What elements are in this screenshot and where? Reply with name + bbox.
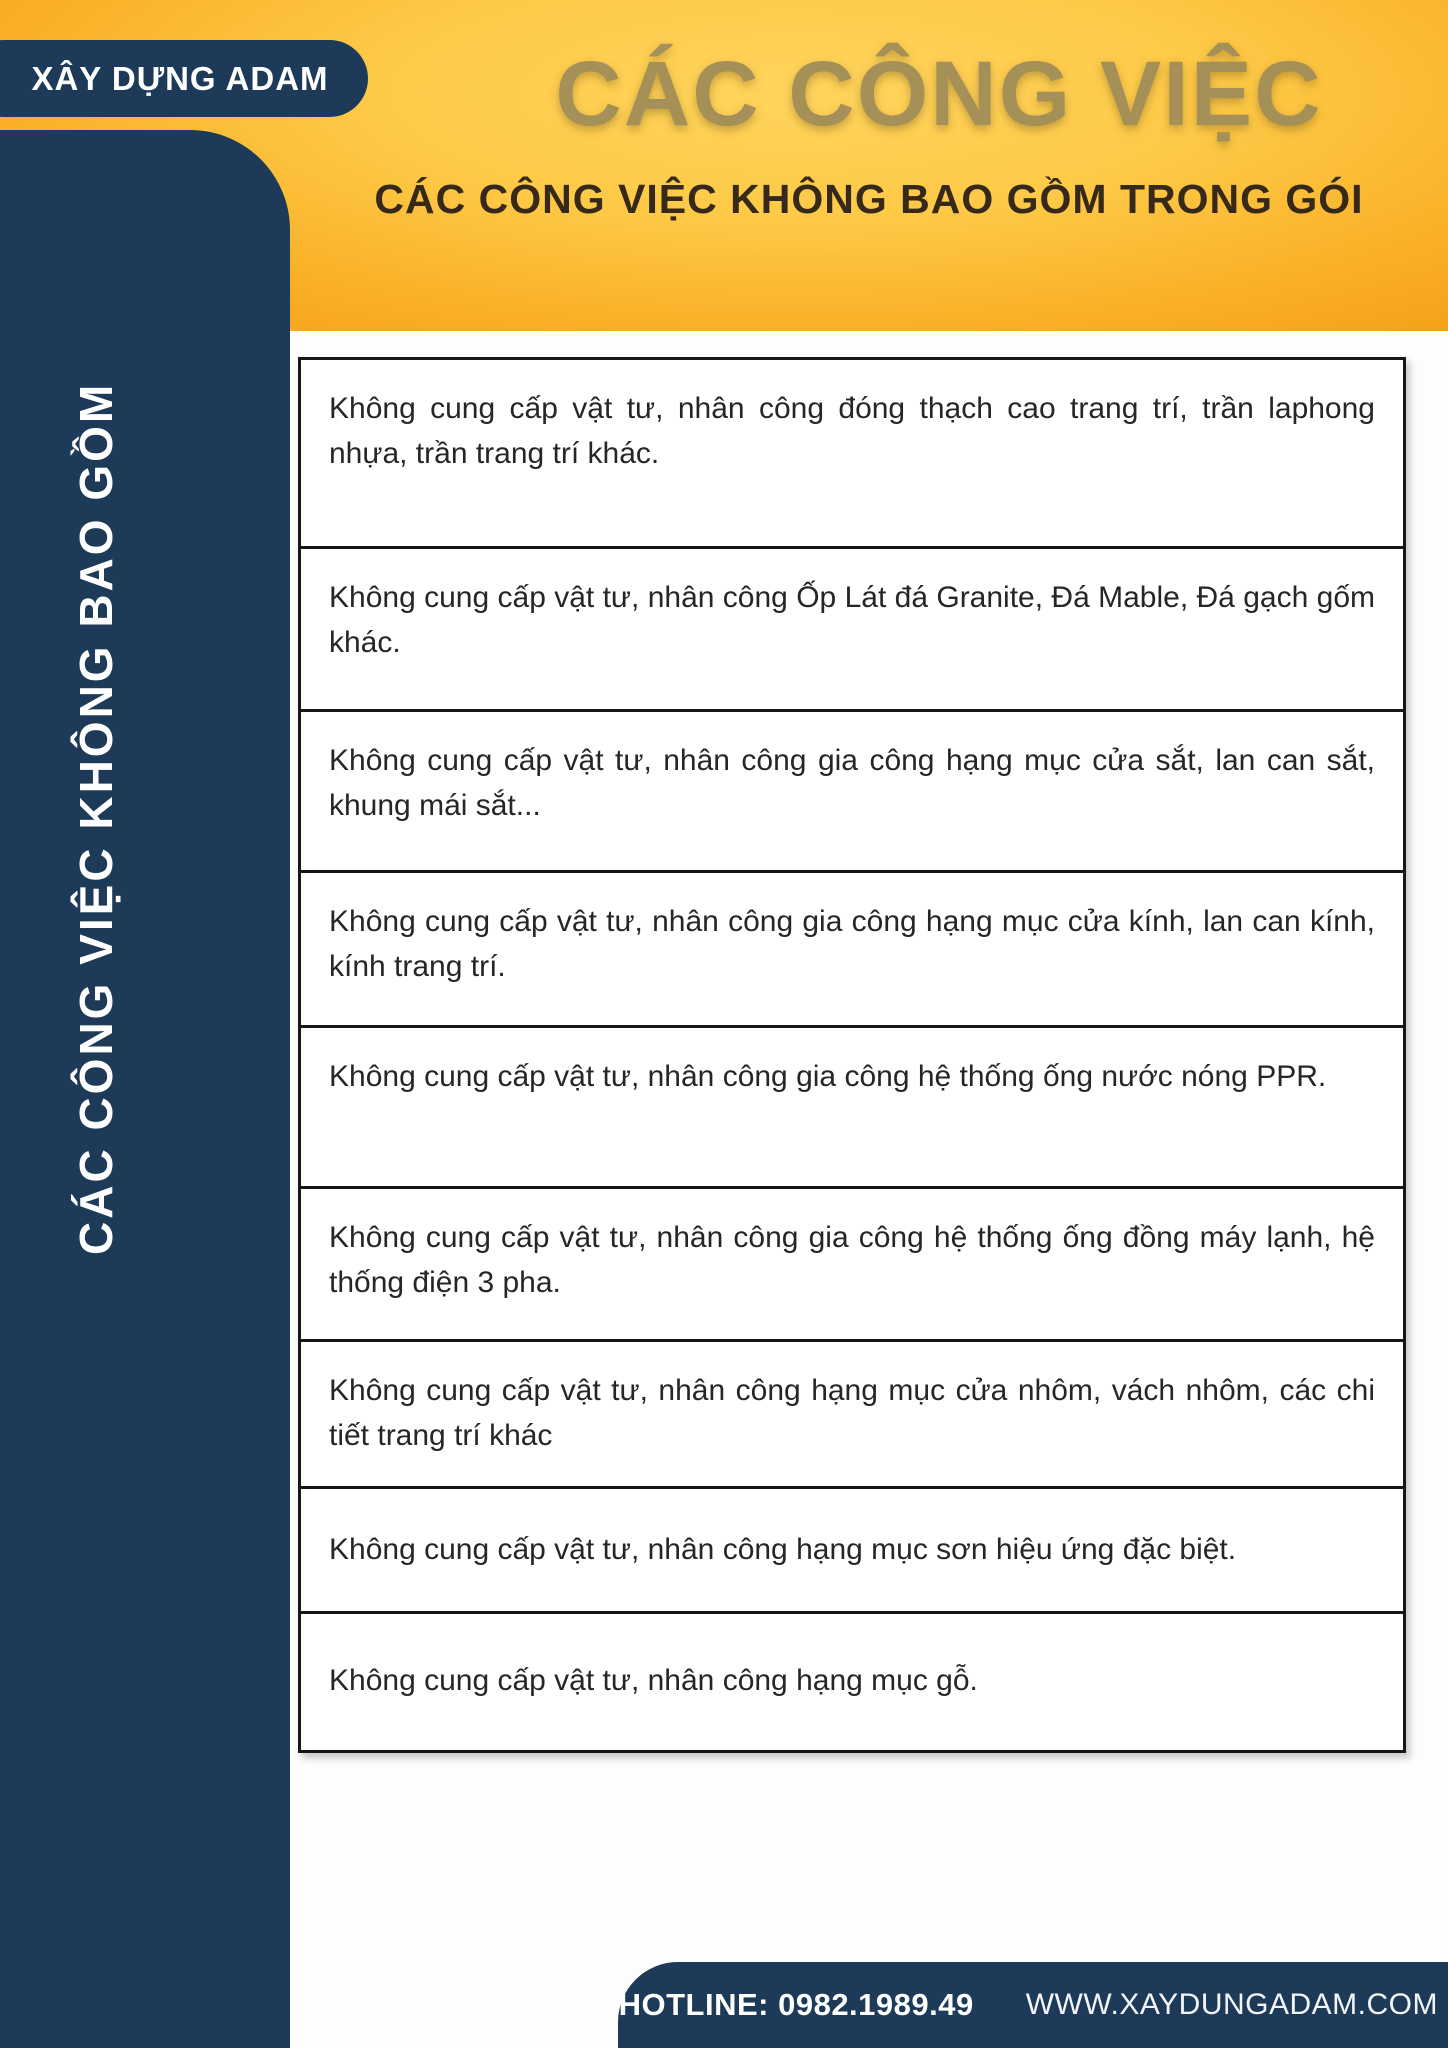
- page-title: CÁC CÔNG VIỆC: [555, 43, 1323, 145]
- list-item: [298, 1339, 1406, 1489]
- list-item: [298, 1611, 1406, 1753]
- brand-pill: [0, 40, 368, 117]
- list-item: [298, 870, 1406, 1028]
- list-item: [298, 1025, 1406, 1189]
- list-item: [298, 1486, 1406, 1614]
- sidebar: [0, 130, 290, 2048]
- list-item-text: Không cung cấp vật tư, nhân công Ốp Lát đá Granite, Đá Mable, Đá gạch gốm khác.: [329, 581, 1375, 659]
- list-item-text: Không cung cấp vật tư, nhân công gia công hệ thống ống đồng máy lạnh, hệ thống điện 3 pha.: [329, 1221, 1375, 1299]
- brand-logo-text: XÂY DỰNG ADAM: [31, 59, 329, 97]
- list-item-text: Không cung cấp vật tư, nhân công hạng mục sơn hiệu ứng đặc biệt.: [329, 1533, 1237, 1566]
- list-item: [298, 357, 1406, 549]
- page-subtitle: CÁC CÔNG VIỆC KHÔNG BAO GỒM TRONG GÓI: [374, 176, 1364, 222]
- list-item-text: Không cung cấp vật tư, nhân công gia công hệ thống ống nước nóng PPR.: [329, 1060, 1327, 1093]
- list-item-text: Không cung cấp vật tư, nhân công hạng mục cửa nhôm, vách nhôm, các chi tiết trang trí khác: [329, 1374, 1375, 1452]
- list-item-text: Không cung cấp vật tư, nhân công gia công hạng mục cửa sắt, lan can sắt, khung mái sắt...: [329, 744, 1375, 822]
- list-item-text: Không cung cấp vật tư, nhân công gia công hạng mục cửa kính, lan can kính, kính trang trí.: [329, 905, 1375, 983]
- footer-bar: [618, 1962, 1448, 2048]
- list-item: [298, 709, 1406, 873]
- list-item: [298, 1186, 1406, 1342]
- list-item: [298, 546, 1406, 712]
- exclusion-list: [298, 357, 1406, 1753]
- footer-hotline: HOTLINE: 0982.1989.49: [618, 1987, 974, 2022]
- list-item-text: Không cung cấp vật tư, nhân công đóng thạch cao trang trí, trần laphong nhựa, trần trang trí khác.: [329, 392, 1375, 470]
- sidebar-vertical-label: CÁC CÔNG VIỆC KHÔNG BAO GỒM: [70, 381, 122, 1255]
- footer-website: WWW.XAYDUNGADAM.COM: [1025, 1988, 1438, 2021]
- list-item-text: Không cung cấp vật tư, nhân công hạng mục gỗ.: [329, 1664, 978, 1697]
